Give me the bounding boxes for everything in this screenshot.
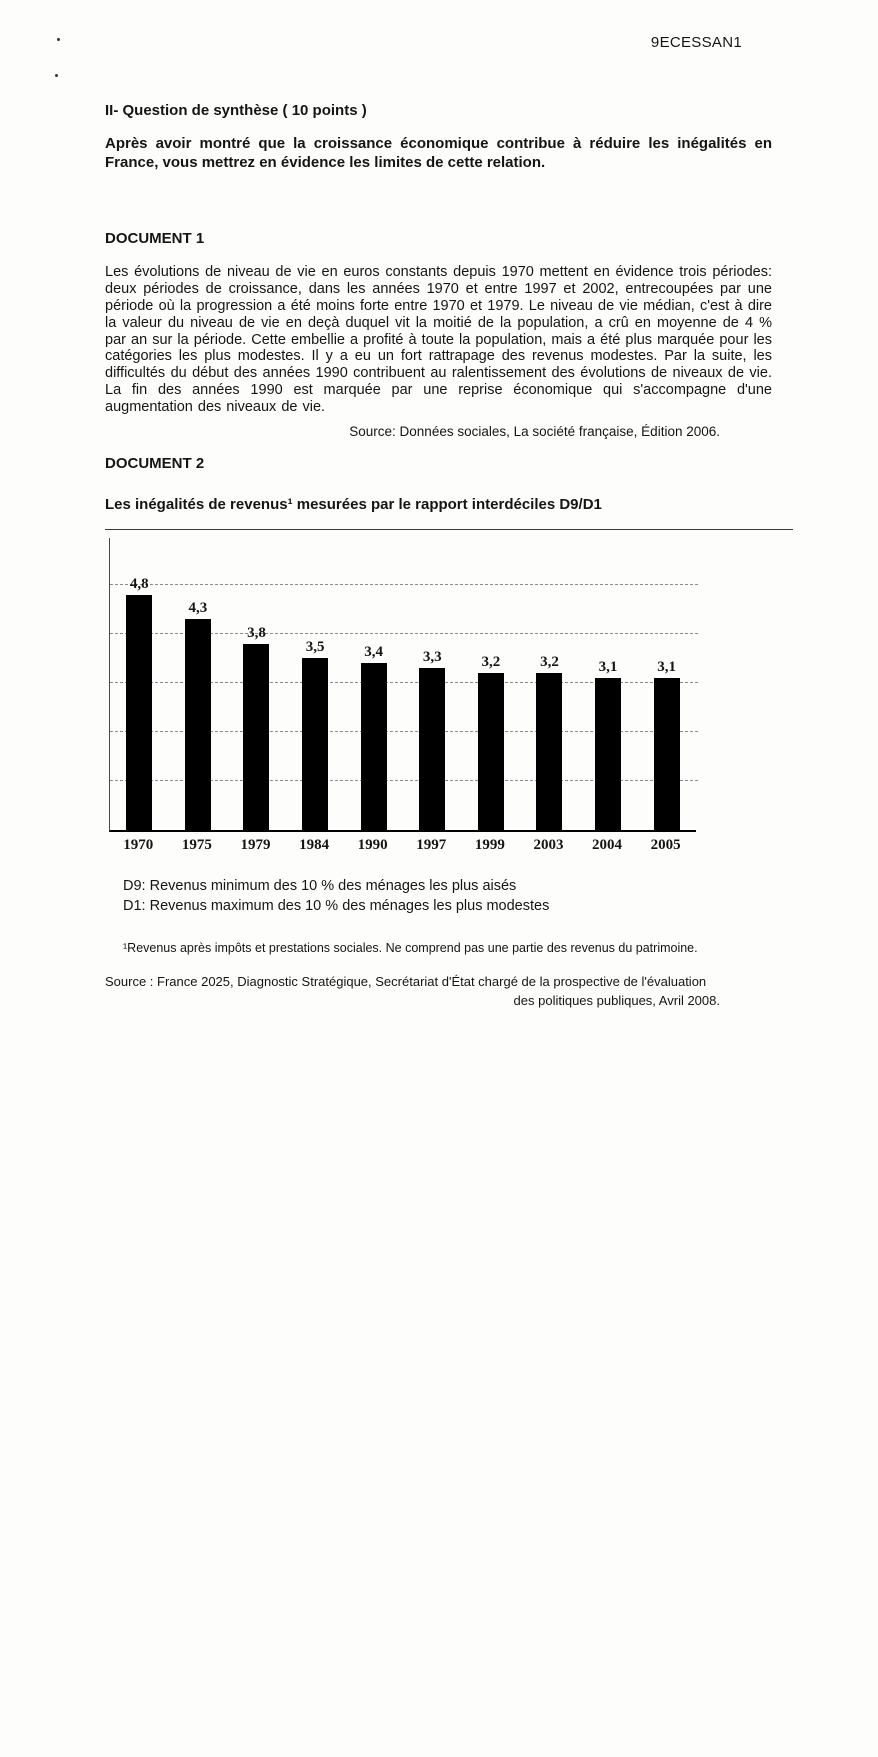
chart-bar	[126, 595, 152, 830]
bar-value-label: 4,3	[188, 600, 208, 616]
bar-value-label: 3,1	[598, 658, 618, 675]
chart-bar	[595, 678, 621, 830]
chart-bar	[302, 658, 328, 830]
chart-bars	[110, 538, 696, 830]
chart-bar-group	[520, 654, 579, 830]
chart-legend	[123, 876, 772, 917]
document2-source	[105, 973, 772, 1011]
scan-artifact-dot	[57, 38, 60, 41]
document1-heading: DOCUMENT 1	[105, 230, 205, 248]
bar-value-label: 3,3	[422, 649, 442, 665]
chart-bar-group	[637, 659, 696, 830]
chart-bar-group	[579, 659, 638, 830]
legend-d9: D9: Revenus minimum des 10 % des ménages les plus aisés	[123, 877, 517, 894]
legend-d1: D1: Revenus maximum des 10 % des ménages les plus modestes	[123, 898, 550, 915]
document1-source: Source: Données sociales, La société française, Édition 2006.	[349, 423, 720, 439]
document2-chart-title: Les inégalités de revenus¹ mesurées par le rapport interdéciles D9/D1	[105, 495, 602, 513]
bar-value-label: 3,4	[364, 644, 384, 661]
bar-year-label: 2004	[592, 836, 623, 853]
bar-year-label: 1997	[416, 836, 447, 853]
bar-year-label: 1990	[357, 836, 388, 853]
bar-year-label: 1999	[474, 836, 505, 853]
bar-year-label: 1970	[123, 836, 154, 853]
chart-bar-group	[344, 644, 403, 830]
bar-year-label: 1984	[299, 836, 330, 853]
bar-value-label: 3,2	[481, 653, 501, 670]
document2-source-line1: Source : France 2025, Diagnostic Stratégique, Secrétariat d'État chargé de la prospective de l'évaluation	[105, 973, 707, 989]
bar-year-label: 1979	[240, 836, 271, 853]
exam-reference-code: 9ECESSAN1	[650, 34, 742, 51]
bar-value-label: 3,5	[305, 639, 325, 656]
chart-bar-group	[286, 639, 345, 830]
question-body: Après avoir montré que la croissance économique contribue à réduire les inégalités en France, vous mettrez en évidence les limites de cette relation.	[105, 135, 772, 172]
bar-year-label: 1975	[181, 836, 212, 853]
chart-bar-group	[403, 649, 462, 830]
document2-heading: DOCUMENT 2	[105, 454, 205, 472]
chart-bar	[419, 668, 445, 830]
chart-bar	[361, 663, 387, 830]
chart-x-axis-labels	[109, 837, 695, 854]
bar-chart	[105, 529, 793, 854]
bar-value-label: 3,8	[247, 624, 266, 641]
document2-footnote: ¹Revenus après impôts et prestations sociales. Ne comprend pas une partie des revenus du patrimoine.	[123, 940, 698, 955]
chart-bar-group	[462, 654, 521, 830]
chart-bar	[536, 673, 562, 830]
question-title: II- Question de synthèse ( 10 points )	[105, 102, 367, 119]
chart-bar	[654, 678, 680, 830]
bar-value-label: 4,8	[129, 575, 149, 592]
chart-bar	[185, 619, 211, 830]
document2-source-line2: des politiques publiques, Avril 2008.	[513, 992, 720, 1008]
chart-bar	[243, 644, 269, 830]
chart-bar-group	[227, 625, 286, 830]
chart-bar	[478, 673, 504, 830]
bar-value-label: 3,1	[657, 658, 677, 675]
chart-plot-area	[109, 538, 696, 832]
bar-year-label: 2005	[650, 836, 681, 853]
chart-bar-group	[110, 576, 169, 830]
chart-bar-group	[169, 600, 228, 830]
bar-year-label: 2003	[533, 836, 564, 853]
document1-body: Les évolutions de niveau de vie en euros constants depuis 1970 mettent en évidence trois périodes: deux périodes de croissance, dans les années 1970 et entre 1997 et 2002, entrecoupées par une période où la progression a été moins forte entre 1970 et 1979. Le niveau de vie médian, c'est à dire la valeur du niveau de vie en deçà duquel vit la moitié de la population, a crû en moyenne de 4 % par an sur la période. Cette embellie a profité à toute la population, mais a été plus marquée pour les catégories les plus modestes. Il y a eu un fort rattrapage des revenus modestes. Par la suite, les difficultés du début des années 1990 contribuent au ralentissement des évolutions de niveaux de vie. La fin des années 1990 est marquée par une reprise économique qui s'accompagne d'une augmentation des niveaux de vie.	[105, 264, 772, 415]
bar-value-label: 3,2	[540, 653, 559, 670]
scan-artifact-dot	[55, 74, 58, 77]
